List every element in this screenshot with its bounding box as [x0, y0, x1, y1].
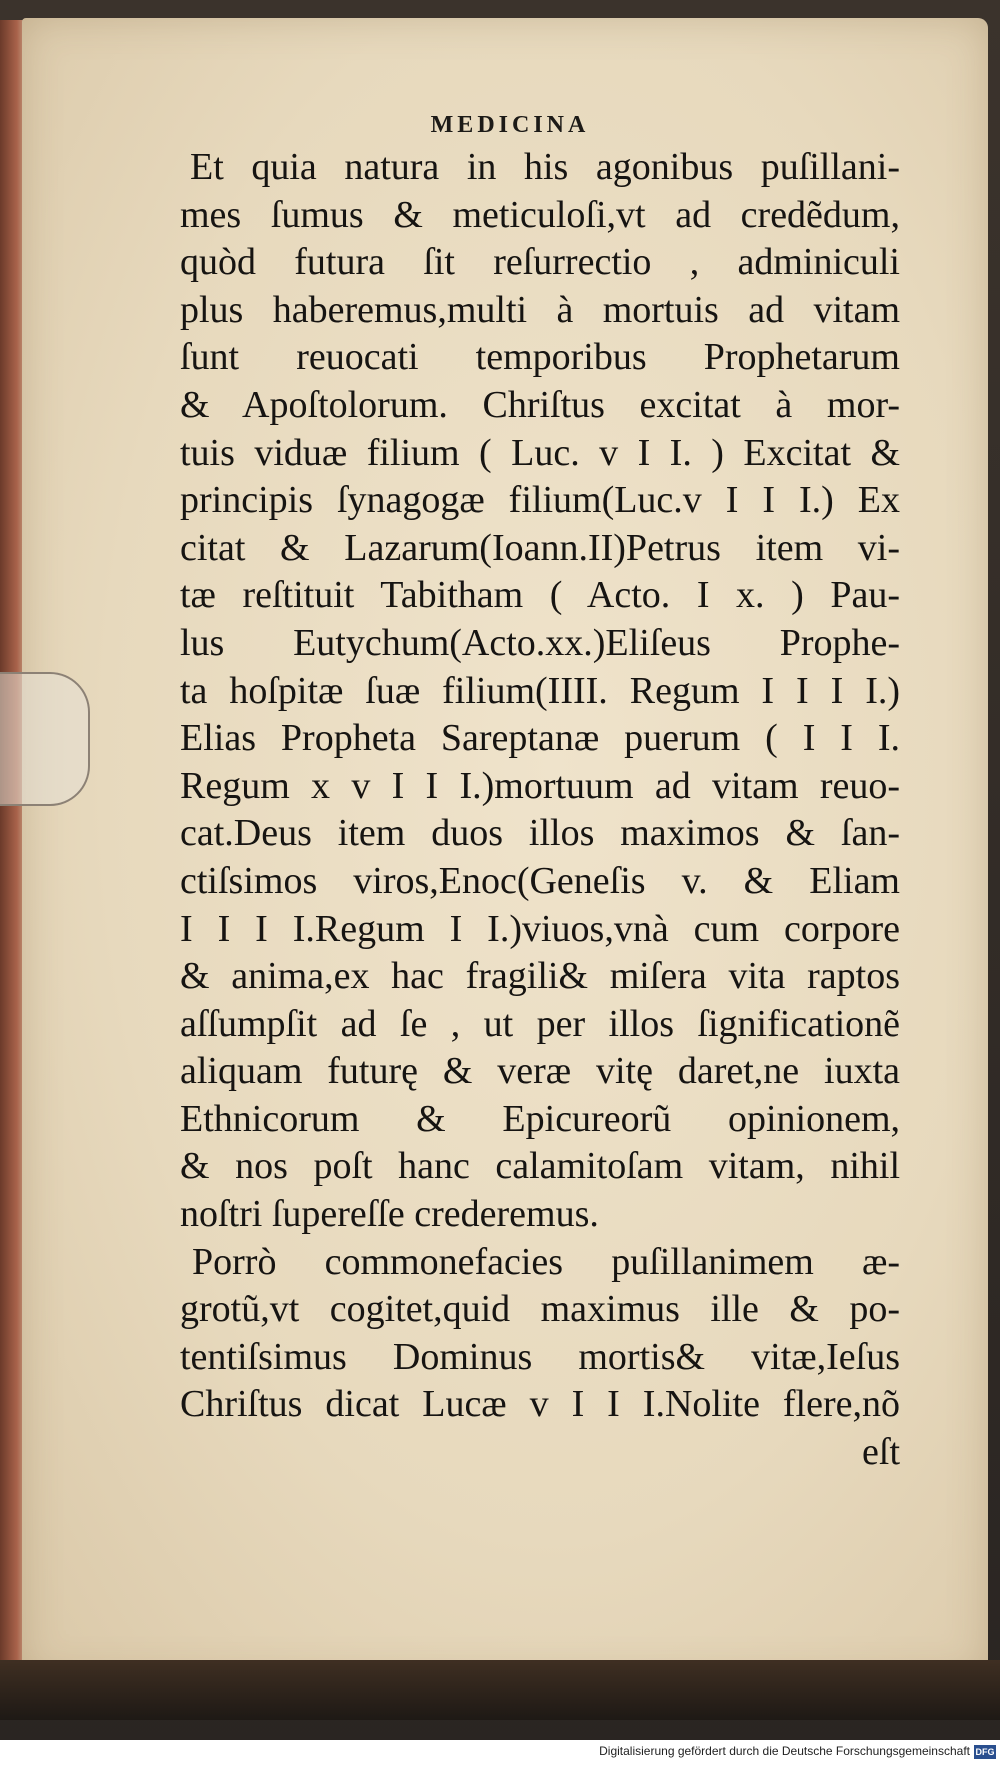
- text-line: citat & Lazarum(Ioann.II)Petrus item vi-: [180, 526, 900, 569]
- text-line: noſtri ſupereſſe crederemus.: [180, 1193, 599, 1236]
- footer-credit: Digitalisierung gefördert durch die Deutsche Forschungsgemeinschaft: [599, 1744, 970, 1758]
- text-line: mes ſumus & meticuloſi,vt ad credẽdum,: [180, 193, 900, 236]
- catchword: eſt: [862, 1431, 900, 1474]
- text-line: Regum x v I I I.)mortuum ad vitam reuo-: [180, 764, 900, 807]
- text-line: & anima,ex hac fragili& miſera vita raptos: [180, 955, 900, 998]
- text-block: [180, 144, 900, 1477]
- text-line: plus haberemus,multi à mortuis ad vitam: [180, 288, 900, 331]
- text-line: Chriſtus dicat Lucæ v I I I.Nolite flere,nõ: [180, 1383, 900, 1426]
- text-line: tæ reſtituit Tabitham ( Acto. I x. ) Pau-: [180, 574, 900, 617]
- text-line: Ethnicorum & Epicureorũ opinionem,: [180, 1097, 900, 1140]
- text-line: Elias Propheta Sareptanæ puerum ( I I I.: [180, 717, 900, 760]
- text-line: aſſumpſit ad ſe , ut per illos ſignificationẽ: [180, 1002, 900, 1045]
- text-line: aliquam futurę & veræ vitę daret,ne iuxta: [180, 1050, 900, 1093]
- text-line: tentiſsimus Dominus mortis& vitæ,Ieſus: [180, 1335, 900, 1378]
- page-bottom-shadow: [0, 1660, 1000, 1720]
- text-line: I I I I.Regum I I.)viuos,vnà cum corpore: [180, 907, 900, 950]
- text-line: tuis viduæ filium ( Luc. v I I. ) Excitat &: [180, 431, 900, 474]
- running-head: MEDICINA: [430, 112, 590, 138]
- dfg-logo: DFG: [975, 1747, 995, 1757]
- text-line: & nos poſt hanc calamitoſam vitam, nihil: [180, 1145, 900, 1188]
- text-line: Et quia natura in his agonibus puſillani-: [190, 146, 900, 188]
- text-line: grotũ,vt cogitet,quid maximus ille & po-: [180, 1288, 900, 1331]
- text-line: ta hoſpitæ ſuæ filium(IIII. Regum I I I I.): [180, 669, 900, 712]
- text-line: quòd futura ſit reſurrectio , adminiculi: [180, 241, 900, 284]
- digitization-footer: [0, 1740, 1000, 1766]
- text-line: ctiſsimos viros,Enoc(Geneſis v. & Eliam: [180, 859, 900, 902]
- text-line: Porrò commonefacies puſillanimem æ-: [192, 1240, 900, 1283]
- text-line: cat.Deus item duos illos maximos & ſan-: [180, 812, 900, 855]
- text-line: & Apoſtolorum. Chriſtus excitat à mor-: [180, 383, 900, 426]
- text-line: lus Eutychum(Acto.xx.)Eliſeus Prophe-: [180, 621, 900, 664]
- text-line: principis ſynagogæ filium(Luc.v I I I.) Ex: [180, 479, 900, 522]
- text-line: ſunt reuocati temporibus Prophetarum: [180, 336, 900, 379]
- page-clip: [0, 672, 90, 806]
